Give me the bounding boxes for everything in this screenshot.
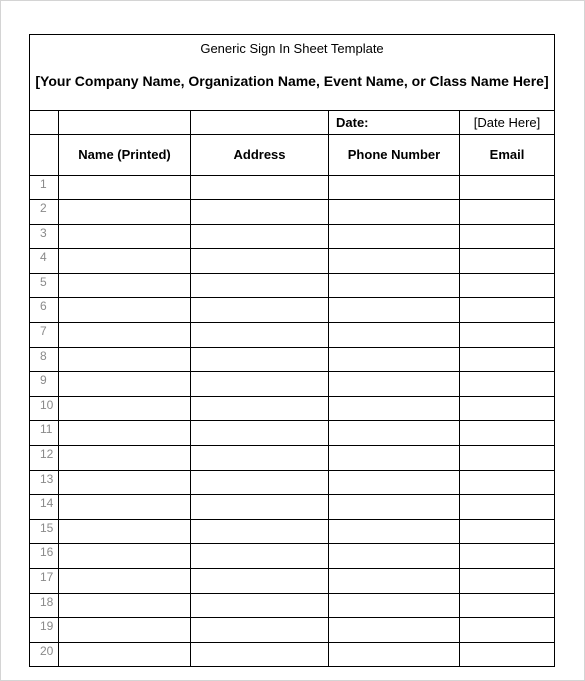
- row-number: 7: [30, 323, 59, 348]
- name-cell[interactable]: [59, 569, 191, 594]
- phone-cell[interactable]: [329, 544, 460, 569]
- row-number: 1: [30, 175, 59, 200]
- row-number: 9: [30, 372, 59, 397]
- row-number: 18: [30, 593, 59, 618]
- address-cell[interactable]: [191, 224, 329, 249]
- table-row: [30, 618, 555, 643]
- address-cell[interactable]: [191, 396, 329, 421]
- date-row: [30, 110, 555, 134]
- row-number: 15: [30, 519, 59, 544]
- company-name-placeholder[interactable]: [Your Company Name, Organization Name, Event Name, or Class Name Here]: [30, 61, 555, 110]
- row-number: 3: [30, 224, 59, 249]
- column-header-address: Address: [191, 134, 329, 175]
- date-label: Date:: [329, 110, 460, 134]
- email-cell[interactable]: [460, 544, 555, 569]
- row-number: 19: [30, 618, 59, 643]
- name-cell[interactable]: [59, 519, 191, 544]
- email-cell[interactable]: [460, 372, 555, 397]
- name-cell[interactable]: [59, 347, 191, 372]
- address-cell[interactable]: [191, 569, 329, 594]
- empty-cell: [30, 110, 59, 134]
- table-row: [30, 642, 555, 667]
- address-cell[interactable]: [191, 298, 329, 323]
- name-cell[interactable]: [59, 396, 191, 421]
- address-cell[interactable]: [191, 618, 329, 643]
- table-row: [30, 372, 555, 397]
- column-header-phone: Phone Number: [329, 134, 460, 175]
- email-cell[interactable]: [460, 175, 555, 200]
- address-cell[interactable]: [191, 347, 329, 372]
- table-row: [30, 421, 555, 446]
- sheet-title: Generic Sign In Sheet Template: [30, 35, 555, 62]
- address-cell[interactable]: [191, 200, 329, 225]
- empty-cell: [191, 110, 329, 134]
- phone-cell[interactable]: [329, 347, 460, 372]
- name-cell[interactable]: [59, 249, 191, 274]
- name-cell[interactable]: [59, 544, 191, 569]
- address-cell[interactable]: [191, 249, 329, 274]
- address-cell[interactable]: [191, 470, 329, 495]
- table-row: [30, 347, 555, 372]
- table-row: [30, 323, 555, 348]
- row-number: 6: [30, 298, 59, 323]
- table-row: [30, 446, 555, 471]
- name-cell[interactable]: [59, 323, 191, 348]
- row-number: 12: [30, 446, 59, 471]
- table-row: [30, 249, 555, 274]
- table-row: [30, 470, 555, 495]
- name-cell[interactable]: [59, 421, 191, 446]
- name-cell[interactable]: [59, 446, 191, 471]
- row-number: 14: [30, 495, 59, 520]
- email-cell[interactable]: [460, 347, 555, 372]
- email-cell[interactable]: [460, 569, 555, 594]
- table-row: [30, 519, 555, 544]
- table-row: [30, 544, 555, 569]
- email-cell[interactable]: [460, 224, 555, 249]
- row-number: 17: [30, 569, 59, 594]
- phone-cell[interactable]: [329, 519, 460, 544]
- address-cell[interactable]: [191, 593, 329, 618]
- phone-cell[interactable]: [329, 470, 460, 495]
- email-cell[interactable]: [460, 618, 555, 643]
- phone-cell[interactable]: [329, 446, 460, 471]
- row-number: 10: [30, 396, 59, 421]
- name-cell[interactable]: [59, 618, 191, 643]
- address-cell[interactable]: [191, 421, 329, 446]
- name-cell[interactable]: [59, 372, 191, 397]
- address-cell[interactable]: [191, 446, 329, 471]
- phone-cell[interactable]: [329, 323, 460, 348]
- email-cell[interactable]: [460, 593, 555, 618]
- address-cell[interactable]: [191, 495, 329, 520]
- table-row: [30, 396, 555, 421]
- table-row: [30, 495, 555, 520]
- address-cell[interactable]: [191, 544, 329, 569]
- address-cell[interactable]: [191, 175, 329, 200]
- phone-cell[interactable]: [329, 249, 460, 274]
- table-row: [30, 224, 555, 249]
- column-header-email: Email: [460, 134, 555, 175]
- email-cell[interactable]: [460, 470, 555, 495]
- row-number: 8: [30, 347, 59, 372]
- phone-cell[interactable]: [329, 569, 460, 594]
- name-cell[interactable]: [59, 273, 191, 298]
- email-cell[interactable]: [460, 446, 555, 471]
- name-cell[interactable]: [59, 298, 191, 323]
- email-cell[interactable]: [460, 519, 555, 544]
- table-row: [30, 200, 555, 225]
- phone-cell[interactable]: [329, 593, 460, 618]
- address-cell[interactable]: [191, 642, 329, 667]
- phone-cell[interactable]: [329, 298, 460, 323]
- email-cell[interactable]: [460, 249, 555, 274]
- row-number: 13: [30, 470, 59, 495]
- email-cell[interactable]: [460, 396, 555, 421]
- email-cell[interactable]: [460, 200, 555, 225]
- phone-cell[interactable]: [329, 495, 460, 520]
- name-cell[interactable]: [59, 224, 191, 249]
- address-cell[interactable]: [191, 519, 329, 544]
- phone-cell[interactable]: [329, 618, 460, 643]
- name-cell[interactable]: [59, 593, 191, 618]
- row-number: 11: [30, 421, 59, 446]
- column-header-row: [30, 134, 555, 175]
- row-number: 5: [30, 273, 59, 298]
- table-row: [30, 273, 555, 298]
- phone-cell[interactable]: [329, 421, 460, 446]
- row-number-header: [30, 134, 59, 175]
- empty-cell: [59, 110, 191, 134]
- address-cell[interactable]: [191, 372, 329, 397]
- name-cell[interactable]: [59, 470, 191, 495]
- name-cell[interactable]: [59, 200, 191, 225]
- name-cell[interactable]: [59, 642, 191, 667]
- name-cell[interactable]: [59, 175, 191, 200]
- table-row: [30, 175, 555, 200]
- address-cell[interactable]: [191, 323, 329, 348]
- row-number: 20: [30, 642, 59, 667]
- email-cell[interactable]: [460, 495, 555, 520]
- email-cell[interactable]: [460, 421, 555, 446]
- email-cell[interactable]: [460, 273, 555, 298]
- phone-cell[interactable]: [329, 372, 460, 397]
- date-placeholder[interactable]: [Date Here]: [460, 110, 555, 134]
- row-number: 16: [30, 544, 59, 569]
- phone-cell[interactable]: [329, 273, 460, 298]
- phone-cell[interactable]: [329, 175, 460, 200]
- column-header-name: Name (Printed): [59, 134, 191, 175]
- phone-cell[interactable]: [329, 396, 460, 421]
- name-cell[interactable]: [59, 495, 191, 520]
- email-cell[interactable]: [460, 642, 555, 667]
- email-cell[interactable]: [460, 323, 555, 348]
- table-row: [30, 298, 555, 323]
- phone-cell[interactable]: [329, 200, 460, 225]
- email-cell[interactable]: [460, 298, 555, 323]
- row-number: 4: [30, 249, 59, 274]
- phone-cell[interactable]: [329, 642, 460, 667]
- phone-cell[interactable]: [329, 224, 460, 249]
- row-number: 2: [30, 200, 59, 225]
- table-row: [30, 569, 555, 594]
- table-row: [30, 593, 555, 618]
- address-cell[interactable]: [191, 273, 329, 298]
- sign-in-sheet-table: [29, 34, 555, 667]
